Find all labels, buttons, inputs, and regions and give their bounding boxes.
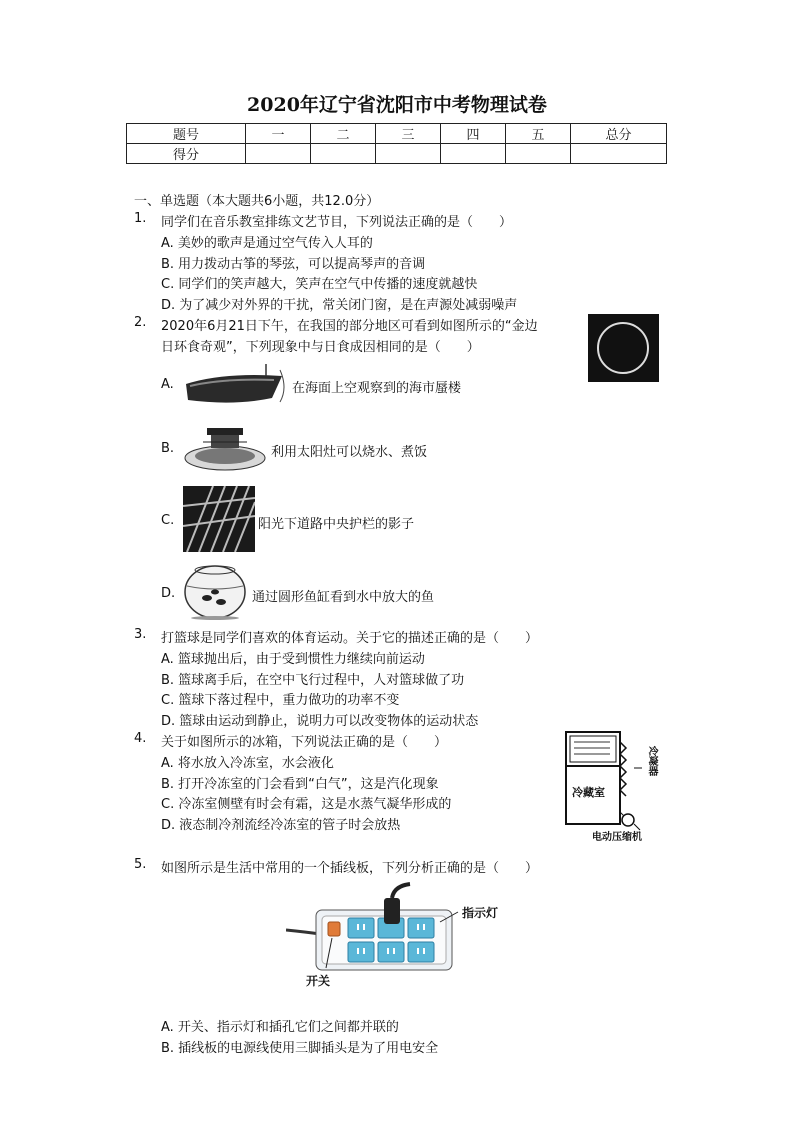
power-strip-diagram bbox=[286, 880, 526, 990]
mirage-image bbox=[184, 358, 288, 412]
option-letter: C. bbox=[161, 513, 175, 528]
score-table-cell: 总分 bbox=[571, 124, 667, 144]
question-text: 日环食奇观”，下列现象中与日食成因相同的是（ ） bbox=[161, 340, 480, 355]
score-table-cell bbox=[246, 144, 311, 164]
question-number: 2. bbox=[134, 315, 147, 330]
option: D. 液态制冷剂流经冷冻室的管子时会放热 bbox=[161, 818, 401, 833]
fridge-label-cold-room: 冷藏室 bbox=[572, 786, 605, 799]
score-table-cell bbox=[376, 144, 441, 164]
fishbowl-image bbox=[181, 562, 249, 620]
score-table-header-row bbox=[127, 124, 667, 144]
option: A. 美妙的歌声是通过空气传入人耳的 bbox=[161, 236, 373, 251]
question-text: 关于如图所示的冰箱，下列说法正确的是（ ） bbox=[161, 735, 448, 750]
section-heading: 一、单选题（本大题共6小题，共12.0分） bbox=[134, 194, 380, 209]
option-text: 利用太阳灶可以烧水、煮饭 bbox=[271, 445, 428, 460]
option-letter: D. bbox=[161, 586, 176, 601]
option: A. 篮球抛出后，由于受到惯性力继续向前运动 bbox=[161, 652, 425, 667]
question-number: 5. bbox=[134, 857, 147, 872]
option: B. 打开冷冻室的门会看到“白气”，这是汽化现象 bbox=[161, 777, 439, 792]
question-text: 打篮球是同学们喜欢的体育运动。关于它的描述正确的是（ ） bbox=[161, 631, 539, 646]
question-text: 2020年6月21日下午，在我国的部分地区可看到如图所示的“金边 bbox=[161, 319, 538, 334]
score-table-cell: 四 bbox=[441, 124, 506, 144]
question-number: 3. bbox=[134, 627, 147, 642]
option-text: 通过圆形鱼缸看到水中放大的鱼 bbox=[252, 590, 435, 605]
option-text: 阳光下道路中央护栏的影子 bbox=[258, 517, 415, 532]
score-table-cell: 得分 bbox=[127, 144, 246, 164]
option: B. 插线板的电源线使用三脚插头是为了用电安全 bbox=[161, 1041, 439, 1056]
score-table-cell: 三 bbox=[376, 124, 441, 144]
solar-cooker-image bbox=[181, 420, 269, 474]
score-table-cell: 一 bbox=[246, 124, 311, 144]
option-letter: A. bbox=[161, 377, 174, 392]
fridge-label-compressor: 电动压缩机 bbox=[592, 832, 642, 843]
fridge-label-condenser: 冷凝器 bbox=[646, 746, 657, 776]
score-table-cell bbox=[441, 144, 506, 164]
option: D. 篮球由运动到静止，说明力可以改变物体的运动状态 bbox=[161, 714, 479, 729]
question-number: 1. bbox=[134, 211, 147, 226]
question-text: 如图所示是生活中常用的一个插线板，下列分析正确的是（ ） bbox=[161, 861, 539, 876]
question-text: 同学们在音乐教室排练文艺节目，下列说法正确的是（ ） bbox=[161, 215, 513, 230]
option: A. 开关、指示灯和插孔它们之间都并联的 bbox=[161, 1020, 399, 1035]
question-number: 4. bbox=[134, 731, 147, 746]
railing-shadow-image bbox=[183, 486, 255, 552]
score-table-cell: 五 bbox=[506, 124, 571, 144]
score-table-cell bbox=[506, 144, 571, 164]
option: B. 用力拨动古筝的琴弦，可以提高琴声的音调 bbox=[161, 257, 426, 272]
score-table-cell: 题号 bbox=[127, 124, 246, 144]
label-switch: 开关 bbox=[306, 974, 331, 988]
option: C. 篮球下落过程中，重力做功的功率不变 bbox=[161, 693, 400, 708]
option-letter: B. bbox=[161, 441, 175, 456]
option: C. 冷冻室侧壁有时会有霜，这是水蒸气凝华形成的 bbox=[161, 797, 452, 812]
score-table bbox=[126, 123, 667, 164]
option: D. 为了减少对外界的干扰，常关闭门窗，是在声源处减弱噪声 bbox=[161, 298, 518, 313]
eclipse-image bbox=[588, 314, 659, 382]
option-text: 在海面上空观察到的海市蜃楼 bbox=[292, 381, 462, 396]
fridge-diagram bbox=[560, 728, 664, 843]
option: B. 篮球离手后，在空中飞行过程中，人对篮球做了功 bbox=[161, 673, 465, 688]
page-title: 2020年辽宁省沈阳市中考物理试卷 bbox=[247, 94, 547, 116]
score-table-cell: 二 bbox=[311, 124, 376, 144]
score-table-score-row bbox=[127, 144, 667, 164]
option: C. 同学们的笑声越大，笑声在空气中传播的速度就越快 bbox=[161, 277, 478, 292]
score-table-cell bbox=[571, 144, 667, 164]
option: A. 将水放入冷冻室，水会液化 bbox=[161, 756, 334, 771]
label-indicator-light: 指示灯 bbox=[462, 906, 499, 920]
score-table-cell bbox=[311, 144, 376, 164]
